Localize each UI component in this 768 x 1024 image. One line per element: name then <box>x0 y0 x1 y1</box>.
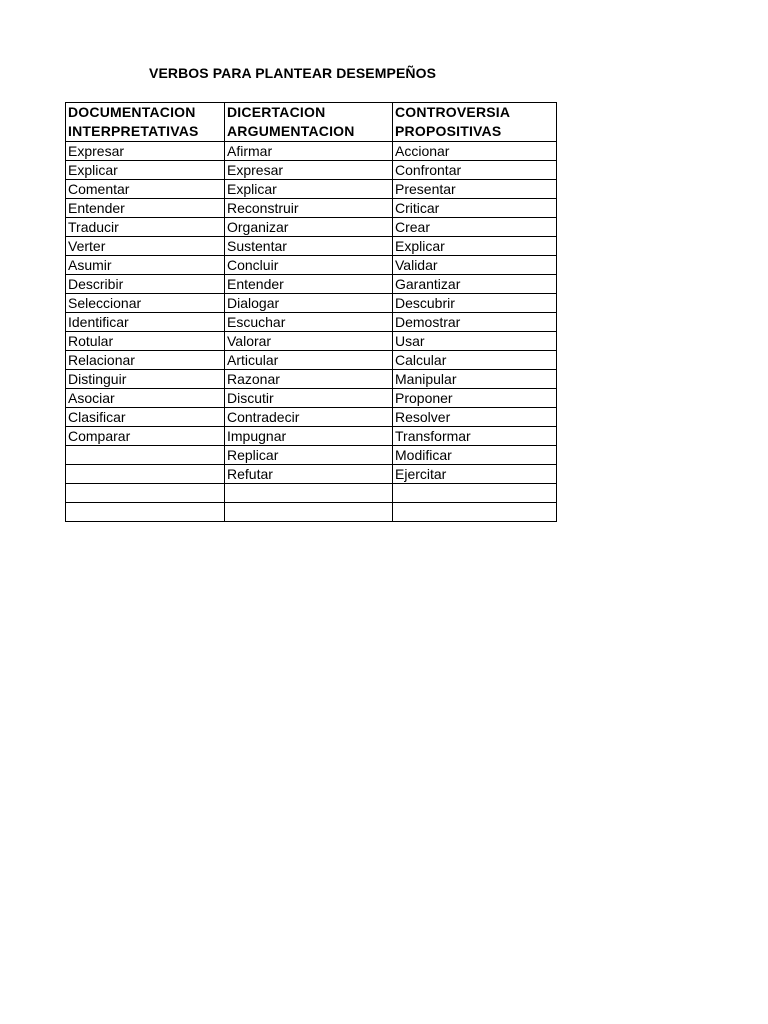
table-cell <box>66 484 225 503</box>
header-line: DICERTACION <box>227 104 326 120</box>
table-cell <box>225 503 393 522</box>
page-title: VERBOS PARA PLANTEAR DESEMPEÑOS <box>149 65 437 81</box>
table-cell: Relacionar <box>66 351 225 370</box>
header-line: INTERPRETATIVAS <box>68 123 199 139</box>
table-cell: Asociar <box>66 389 225 408</box>
table-cell: Comentar <box>66 180 225 199</box>
table-cell: Calcular <box>393 351 557 370</box>
table-cell: Refutar <box>225 465 393 484</box>
table-cell: Reconstruir <box>225 199 393 218</box>
table-cell: Traducir <box>66 218 225 237</box>
header-controversia <box>393 103 557 142</box>
table-cell: Seleccionar <box>66 294 225 313</box>
table-cell: Asumir <box>66 256 225 275</box>
table-cell: Entender <box>225 275 393 294</box>
table-cell: Sustentar <box>225 237 393 256</box>
table-cell: Afirmar <box>225 142 393 161</box>
table-cell: Impugnar <box>225 427 393 446</box>
table-row <box>66 313 557 332</box>
table-row <box>66 484 557 503</box>
table-row <box>66 446 557 465</box>
table-cell: Presentar <box>393 180 557 199</box>
table-cell: Demostrar <box>393 313 557 332</box>
table-row <box>66 218 557 237</box>
table-cell: Contradecir <box>225 408 393 427</box>
table-body <box>66 142 557 522</box>
header-documentacion <box>66 103 225 142</box>
table-row <box>66 389 557 408</box>
table-cell: Descubrir <box>393 294 557 313</box>
table-cell: Clasificar <box>66 408 225 427</box>
table-cell: Razonar <box>225 370 393 389</box>
table-header-row <box>66 103 557 142</box>
table-cell: Valorar <box>225 332 393 351</box>
table-cell: Verter <box>66 237 225 256</box>
table-cell: Escuchar <box>225 313 393 332</box>
table-cell: Discutir <box>225 389 393 408</box>
table-cell: Comparar <box>66 427 225 446</box>
table-row <box>66 408 557 427</box>
table-row <box>66 199 557 218</box>
table-cell: Dialogar <box>225 294 393 313</box>
table-cell <box>66 465 225 484</box>
table-cell: Modificar <box>393 446 557 465</box>
table-row <box>66 256 557 275</box>
table-cell: Organizar <box>225 218 393 237</box>
header-line: PROPOSITIVAS <box>395 123 502 139</box>
table-row <box>66 370 557 389</box>
table-cell: Proponer <box>393 389 557 408</box>
table-row <box>66 503 557 522</box>
table-row <box>66 465 557 484</box>
table-cell: Distinguir <box>66 370 225 389</box>
table-row <box>66 427 557 446</box>
table-row <box>66 351 557 370</box>
table-row <box>66 332 557 351</box>
table-cell <box>66 446 225 465</box>
table-cell <box>393 503 557 522</box>
table-row <box>66 275 557 294</box>
table-cell: Replicar <box>225 446 393 465</box>
table-cell: Expresar <box>225 161 393 180</box>
table-cell: Criticar <box>393 199 557 218</box>
table-cell: Concluir <box>225 256 393 275</box>
header-line: CONTROVERSIA <box>395 104 511 120</box>
table-cell: Resolver <box>393 408 557 427</box>
table-cell <box>66 503 225 522</box>
table-cell: Confrontar <box>393 161 557 180</box>
table-row <box>66 161 557 180</box>
table-row <box>66 237 557 256</box>
table-cell: Manipular <box>393 370 557 389</box>
table-row <box>66 294 557 313</box>
header-line: ARGUMENTACION <box>227 123 355 139</box>
table-cell <box>225 484 393 503</box>
table-cell: Ejercitar <box>393 465 557 484</box>
table-cell: Validar <box>393 256 557 275</box>
table-cell: Explicar <box>66 161 225 180</box>
table-cell: Describir <box>66 275 225 294</box>
header-line: DOCUMENTACION <box>68 104 196 120</box>
table-cell: Articular <box>225 351 393 370</box>
table-cell: Entender <box>66 199 225 218</box>
table-cell: Garantizar <box>393 275 557 294</box>
table-cell: Explicar <box>393 237 557 256</box>
header-dicertacion <box>225 103 393 142</box>
verbs-table <box>65 102 557 522</box>
table-cell: Expresar <box>66 142 225 161</box>
table-cell: Crear <box>393 218 557 237</box>
table-cell: Transformar <box>393 427 557 446</box>
table-cell: Rotular <box>66 332 225 351</box>
table-cell: Explicar <box>225 180 393 199</box>
table-cell <box>393 484 557 503</box>
table-row <box>66 180 557 199</box>
table-row <box>66 142 557 161</box>
table-cell: Identificar <box>66 313 225 332</box>
table-cell: Accionar <box>393 142 557 161</box>
table-cell: Usar <box>393 332 557 351</box>
